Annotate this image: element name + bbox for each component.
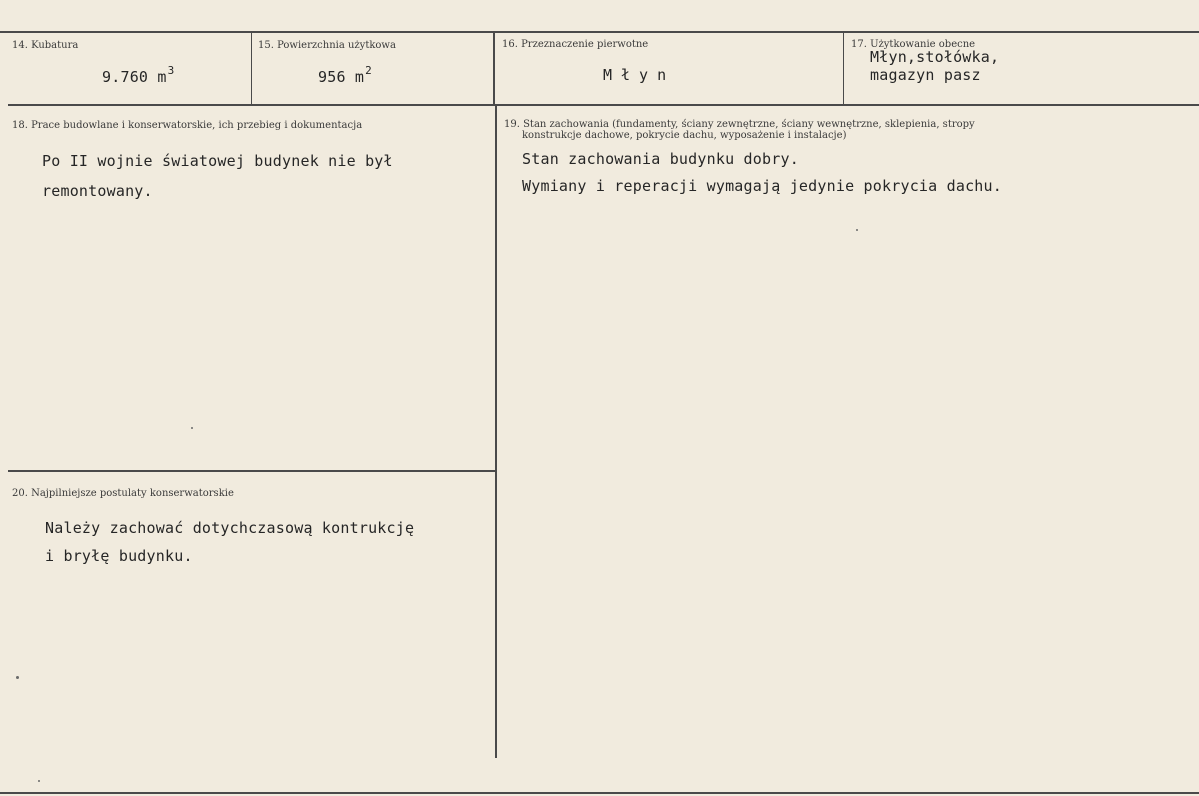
top-border — [0, 31, 1199, 33]
paper-speck — [856, 229, 858, 231]
row1-bottom-border — [8, 104, 1199, 106]
paper-speck — [191, 427, 193, 429]
divider-15-16 — [493, 32, 495, 105]
field-19-value-line-1: Stan zachowania budynku dobry. — [522, 150, 799, 168]
field18-bottom-border — [8, 470, 495, 472]
field-17-label: 17. Użytkowanie obecne — [851, 39, 976, 50]
field-15-label: 15. Powierzchnia użytkowa — [258, 40, 396, 51]
field-19-label-line-2: konstrukcje dachowe, pokrycie dachu, wyposażenie i instalacje) — [522, 130, 847, 141]
field-18-value-line-2: remontowany. — [42, 182, 153, 200]
field-17-value-line-2: magazyn pasz — [870, 66, 981, 84]
field-17-value-line-1: Młyn,stołówka, — [870, 48, 1000, 66]
divider-16-17 — [843, 32, 844, 105]
kubatura-unit-exponent: 3 — [167, 64, 175, 77]
field-16-label: 16. Przeznaczenie pierwotne — [502, 39, 649, 50]
bottom-border — [0, 792, 1199, 794]
field-14-value — [102, 64, 175, 88]
field-19-value-line-2: Wymiany i reperacji wymagają jedynie pokrycia dachu. — [522, 177, 1002, 195]
paper-speck — [38, 780, 40, 782]
field-16-value: Młyn — [603, 66, 676, 84]
field-20-label: 20. Najpilniejsze postulaty konserwatorskie — [12, 488, 234, 499]
field-15-value — [318, 64, 372, 88]
field-18-value-line-1: Po II wojnie światowej budynek nie był — [42, 152, 393, 170]
kubatura-value: 9.760 m — [102, 68, 167, 86]
field-20-value-line-1: Należy zachować dotychczasową kontrukcję — [45, 519, 415, 537]
field-18-label: 18. Prace budowlane i konserwatorskie, ich przebieg i dokumentacja — [12, 120, 363, 131]
field-14-label: 14. Kubatura — [12, 40, 79, 51]
divider-14-15 — [251, 32, 252, 105]
field-20-value-line-2: i bryłę budynku. — [45, 547, 193, 565]
divider-left-right — [495, 105, 497, 758]
area-unit-exponent: 2 — [365, 64, 372, 77]
field-19-label-line-1: 19. Stan zachowania (fundamenty, ściany zewnętrzne, ściany wewnętrzne, sklepienia, stropy — [504, 119, 975, 130]
paper-speck — [16, 676, 19, 679]
area-value: 956 m — [318, 68, 365, 86]
